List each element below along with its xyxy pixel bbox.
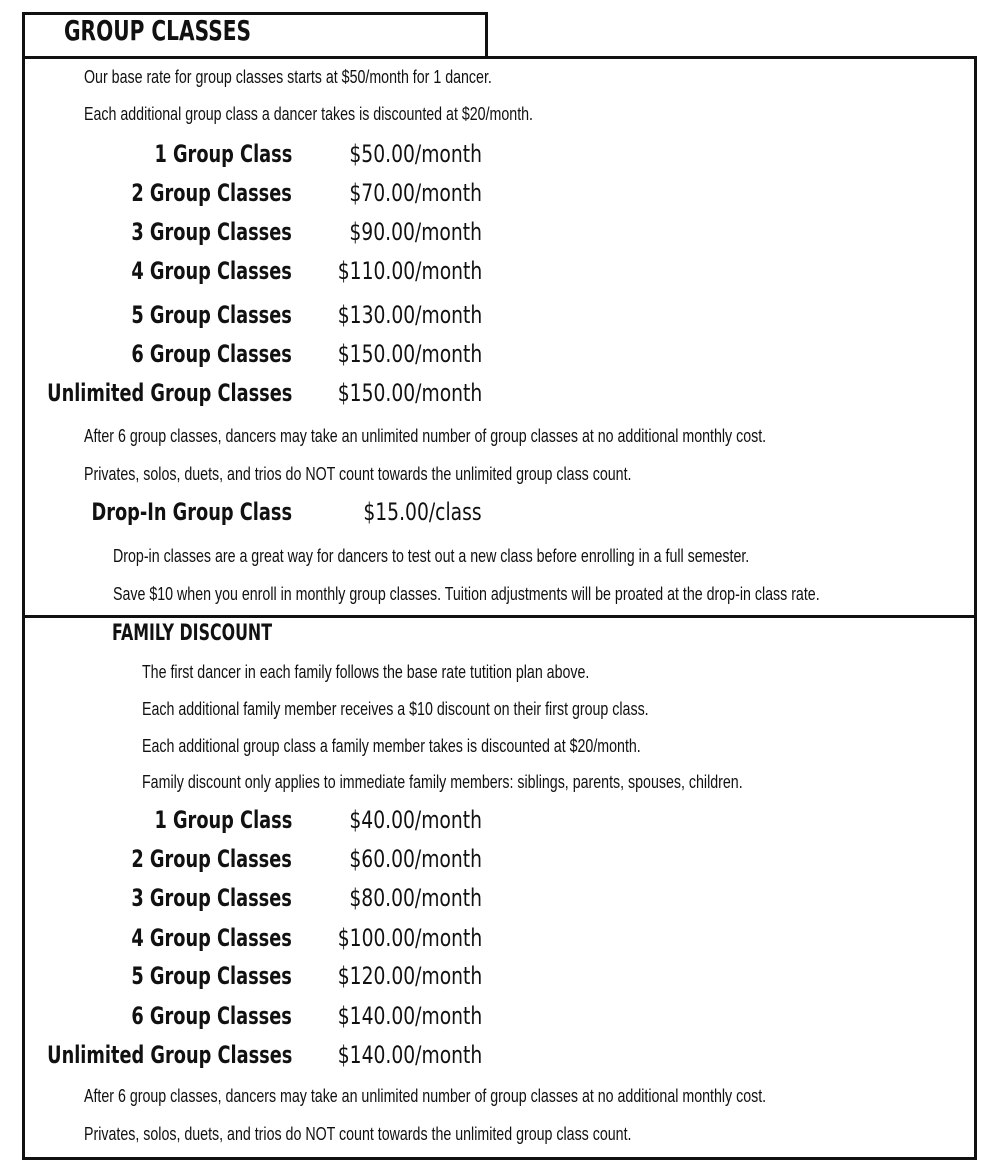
group-price-row: [0, 342, 1000, 372]
family-intro-line-3: Each additional group class a family member takes is discounted at $20/month.: [142, 736, 641, 756]
family-price-label: 2 Group Classes: [131, 845, 292, 873]
family-price-value: $60.00/month: [349, 845, 482, 873]
family-price-value: $120.00/month: [337, 962, 482, 990]
drop-in-price-row: [0, 500, 1000, 530]
family-price-value: $40.00/month: [349, 806, 482, 834]
family-price-label: 6 Group Classes: [131, 1002, 292, 1030]
drop-in-note-line-2: Save $10 when you enroll in monthly group classes. Tuition adjustments will be proated at the drop-in class rate.: [113, 584, 820, 604]
group-intro-line-1: Our base rate for group classes starts at $50/month for 1 dancer.: [84, 67, 492, 87]
group-price-label: 4 Group Classes: [131, 257, 292, 285]
drop-in-label: Drop-In Group Class: [91, 498, 292, 526]
group-price-label: 1 Group Class: [154, 140, 292, 168]
group-note-line-2: Privates, solos, duets, and trios do NOT count towards the unlimited group class count.: [84, 464, 632, 484]
group-price-row: [0, 259, 1000, 289]
group-price-row: [0, 381, 1000, 411]
group-price-label: 2 Group Classes: [131, 179, 292, 207]
family-price-label: 3 Group Classes: [131, 884, 292, 912]
family-price-value: $80.00/month: [349, 884, 482, 912]
group-price-value: $90.00/month: [349, 218, 482, 246]
page-title: GROUP CLASSES: [64, 14, 252, 47]
family-price-row: [0, 808, 1000, 838]
drop-in-price: $15.00/class: [363, 498, 482, 526]
family-price-label: 1 Group Class: [154, 806, 292, 834]
group-price-row: [0, 220, 1000, 250]
group-price-label: 3 Group Classes: [131, 218, 292, 246]
group-price-value: $70.00/month: [349, 179, 482, 207]
group-price-value: $130.00/month: [337, 301, 482, 329]
family-price-label: Unlimited Group Classes: [46, 1041, 292, 1069]
family-price-row: [0, 1043, 1000, 1073]
family-note-line-1: After 6 group classes, dancers may take an unlimited number of group classes at no additional monthly cost.: [84, 1086, 767, 1106]
group-price-row: [0, 181, 1000, 211]
group-price-row: [0, 142, 1000, 172]
family-discount-heading: FAMILY DISCOUNT: [112, 621, 272, 646]
group-price-value: $150.00/month: [337, 340, 482, 368]
group-price-label: Unlimited Group Classes: [46, 379, 292, 407]
group-price-label: 5 Group Classes: [131, 301, 292, 329]
family-price-row: [0, 964, 1000, 994]
group-price-label: 6 Group Classes: [131, 340, 292, 368]
family-intro-line-2: Each additional family member receives a $10 discount on their first group class.: [142, 699, 649, 719]
family-price-row: [0, 1004, 1000, 1034]
family-price-row: [0, 926, 1000, 956]
group-price-row: [0, 303, 1000, 333]
family-intro-line-4: Family discount only applies to immediate family members: siblings, parents, spouses, children.: [142, 772, 743, 792]
family-intro-line-1: The first dancer in each family follows the base rate tutition plan above.: [142, 662, 590, 682]
family-price-value: $140.00/month: [337, 1041, 482, 1069]
group-price-value: $150.00/month: [337, 379, 482, 407]
group-intro-line-2: Each additional group class a dancer takes is discounted at $20/month.: [84, 104, 534, 124]
family-price-row: [0, 886, 1000, 916]
family-note-line-2: Privates, solos, duets, and trios do NOT count towards the unlimited group class count.: [84, 1124, 632, 1144]
family-price-value: $140.00/month: [337, 1002, 482, 1030]
family-price-label: 5 Group Classes: [131, 962, 292, 990]
group-price-value: $110.00/month: [337, 257, 482, 285]
family-price-value: $100.00/month: [337, 924, 482, 952]
family-price-label: 4 Group Classes: [131, 924, 292, 952]
family-price-row: [0, 847, 1000, 877]
group-note-line-1: After 6 group classes, dancers may take an unlimited number of group classes at no additional monthly cost.: [84, 426, 767, 446]
group-price-value: $50.00/month: [349, 140, 482, 168]
drop-in-note-line-1: Drop-in classes are a great way for dancers to test out a new class before enrolling in a full semester.: [113, 546, 750, 566]
